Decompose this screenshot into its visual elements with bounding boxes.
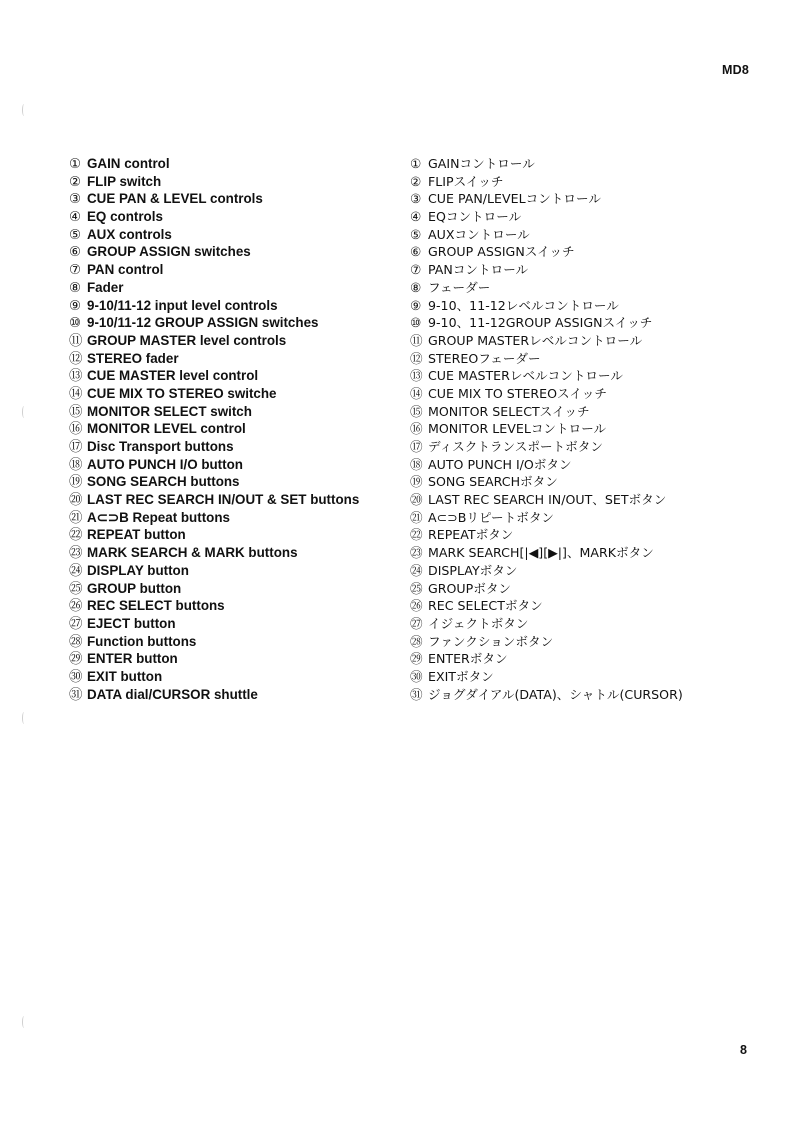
- list-item: [69, 350, 389, 368]
- item-label: CUE MIX TO STEREOスイッチ: [428, 385, 607, 401]
- item-number: ㉙: [410, 651, 423, 667]
- item-number: ⑯: [69, 422, 83, 438]
- list-item: [69, 686, 389, 704]
- item-label: GROUP ASSIGN switches: [87, 244, 251, 260]
- item-number: ⑥: [410, 244, 422, 260]
- list-item: [69, 243, 389, 261]
- item-number: ②: [410, 173, 422, 189]
- item-number: ⑰: [410, 439, 423, 454]
- list-item: [410, 332, 750, 350]
- list-item: [69, 456, 389, 474]
- item-number: ㉑: [69, 510, 83, 526]
- item-number: ⑧: [410, 279, 422, 295]
- item-label: GROUPボタン: [428, 580, 512, 596]
- item-number: ㉙: [69, 652, 83, 668]
- item-number: ㉓: [410, 545, 423, 561]
- item-label: Disc Transport buttons: [87, 439, 234, 454]
- item-label: CUE PAN/LEVELコントロール: [428, 191, 601, 207]
- item-label: MARK SEARCH[|◀][▶|]、MARKボタン: [428, 545, 654, 561]
- item-label: ジョグダイアル(DATA)、シャトル(CURSOR): [428, 686, 683, 702]
- item-number: ⑳: [410, 492, 423, 508]
- list-item: [410, 580, 750, 598]
- list-item: [69, 562, 389, 580]
- list-item: [69, 526, 389, 544]
- item-label: 9-10、11-12GROUP ASSIGNスイッチ: [428, 315, 653, 331]
- item-label: FLIPスイッチ: [428, 173, 504, 189]
- list-item: [410, 438, 750, 456]
- scan-artifact: [22, 1016, 26, 1028]
- item-label: SONG SEARCHボタン: [428, 474, 558, 490]
- item-number: ⑬: [410, 368, 423, 384]
- list-item: [410, 597, 750, 615]
- item-number: ㉘: [69, 634, 83, 650]
- item-number: ⑮: [69, 404, 83, 420]
- scan-artifact: [22, 712, 26, 724]
- item-number: ⑳: [69, 493, 83, 509]
- list-item: [410, 367, 750, 385]
- item-number: ⑱: [410, 456, 423, 472]
- list-item: [410, 403, 750, 421]
- item-label: ファンクションボタン: [428, 633, 554, 649]
- list-item: [410, 562, 750, 580]
- list-item: [69, 580, 389, 598]
- item-number: ④: [410, 209, 422, 225]
- list-item: [410, 633, 750, 651]
- item-label: フェーダー: [428, 279, 491, 295]
- item-number: ⑥: [69, 245, 82, 261]
- item-number: ㉗: [410, 615, 423, 631]
- item-number: ⑪: [69, 333, 83, 349]
- item-label: REPEATボタン: [428, 527, 514, 543]
- item-label: EXIT button: [87, 668, 163, 684]
- list-item: [410, 314, 750, 332]
- item-number: ②: [69, 174, 82, 190]
- page-number: 8: [740, 1043, 747, 1057]
- list-item: [69, 403, 389, 421]
- list-item: [69, 650, 389, 668]
- item-label: EXITボタン: [428, 668, 494, 684]
- item-number: ⑬: [69, 369, 83, 385]
- item-number: ④: [69, 210, 82, 226]
- item-number: ⑧: [69, 280, 82, 296]
- model-header: MD8: [722, 63, 749, 77]
- item-number: ⑮: [410, 403, 423, 419]
- item-number: ⑤: [69, 227, 82, 243]
- item-label: DATA dial/CURSOR shuttle: [87, 686, 258, 702]
- list-item: [69, 173, 389, 191]
- scan-artifact: [22, 406, 26, 418]
- list-item: [410, 686, 750, 704]
- list-item: [69, 544, 389, 562]
- item-label: GROUP ASSIGNスイッチ: [428, 244, 575, 260]
- item-label: CUE MASTERレベルコントロール: [428, 368, 623, 384]
- japanese-parts-list: [410, 155, 750, 703]
- list-item: [69, 473, 389, 491]
- item-number: ㉔: [410, 562, 423, 578]
- item-label: GROUP MASTER level controls: [87, 332, 287, 348]
- item-number: ㉘: [410, 633, 423, 649]
- item-label: AUTO PUNCH I/Oボタン: [428, 456, 572, 472]
- list-item: [410, 526, 750, 544]
- item-number: ㉚: [410, 668, 423, 684]
- list-item: [69, 491, 389, 509]
- list-item: [410, 190, 750, 208]
- item-number: ㉒: [69, 528, 83, 544]
- list-item: [69, 438, 389, 456]
- list-item: [410, 615, 750, 633]
- item-number: ㉛: [410, 686, 423, 702]
- item-number: ⑩: [410, 315, 422, 331]
- item-number: ⑦: [69, 263, 82, 279]
- item-number: ⑲: [410, 474, 423, 490]
- list-item: [410, 261, 750, 279]
- item-number: ⑨: [410, 297, 422, 313]
- item-label: REC SELECT buttons: [87, 598, 225, 614]
- list-item: [410, 385, 750, 403]
- list-item: [410, 173, 750, 191]
- list-item: [410, 208, 750, 226]
- item-number: ㉛: [69, 687, 83, 703]
- item-label: Fader: [87, 279, 124, 295]
- item-number: ①: [410, 156, 422, 171]
- item-label: LAST REC SEARCH IN/OUT & SET buttons: [87, 492, 360, 508]
- list-item: [410, 279, 750, 297]
- item-number: ⑱: [69, 457, 83, 473]
- list-item: [69, 332, 389, 350]
- item-label: EQコントロール: [428, 209, 522, 225]
- item-label: ENTERボタン: [428, 651, 508, 667]
- list-item: [69, 314, 389, 332]
- list-item: [69, 509, 389, 527]
- item-number: ㉗: [69, 616, 83, 632]
- item-label: GROUP MASTERレベルコントロール: [428, 332, 643, 348]
- item-number: ①: [69, 157, 82, 172]
- list-item: [410, 509, 750, 527]
- item-number: ㉖: [69, 599, 83, 615]
- item-label: LAST REC SEARCH IN/OUT、SETボタン: [428, 492, 667, 508]
- item-number: ⑦: [410, 262, 422, 278]
- item-label: AUTO PUNCH I/O button: [87, 456, 243, 472]
- item-label: A⊂⊃B Repeat buttons: [87, 509, 230, 525]
- item-number: ⑰: [69, 440, 83, 455]
- list-item: [410, 350, 750, 368]
- item-label: STEREO fader: [87, 350, 179, 366]
- item-number: ⑫: [410, 350, 423, 366]
- item-number: ⑯: [410, 421, 423, 437]
- item-number: ⑤: [410, 226, 422, 242]
- item-label: CUE MASTER level control: [87, 368, 259, 384]
- list-item: [69, 668, 389, 686]
- list-item: [69, 597, 389, 615]
- list-item: [410, 668, 750, 686]
- item-number: ㉑: [410, 509, 423, 525]
- item-label: 9-10/11-12 GROUP ASSIGN switches: [87, 315, 319, 331]
- item-number: ⑭: [410, 385, 423, 401]
- item-number: ㉔: [69, 563, 83, 579]
- item-number: ⑩: [69, 316, 82, 332]
- item-label: GROUP button: [87, 580, 182, 596]
- item-label: DISPLAY button: [87, 562, 189, 578]
- item-number: ㉓: [69, 546, 83, 562]
- item-number: ㉚: [69, 669, 83, 685]
- list-item: [69, 226, 389, 244]
- list-item: [69, 385, 389, 403]
- item-label: REC SELECTボタン: [428, 598, 543, 614]
- item-label: MONITOR SELECTスイッチ: [428, 403, 590, 419]
- item-number: ㉕: [69, 581, 83, 597]
- list-item: [410, 155, 750, 173]
- list-item: [69, 615, 389, 633]
- list-item: [410, 650, 750, 668]
- item-number: ㉒: [410, 527, 423, 543]
- list-item: [69, 155, 389, 173]
- item-label: 9-10/11-12 input level controls: [87, 297, 278, 313]
- list-item: [69, 279, 389, 297]
- item-label: イジェクトボタン: [428, 615, 529, 631]
- item-label: CUE MIX TO STEREO switche: [87, 385, 277, 401]
- list-item: [410, 226, 750, 244]
- list-item: [69, 208, 389, 226]
- list-item: [69, 297, 389, 315]
- scan-artifact: [22, 104, 26, 116]
- item-label: MONITOR LEVEL control: [87, 421, 246, 437]
- item-label: AUXコントロール: [428, 226, 530, 242]
- item-number: ⑲: [69, 475, 83, 491]
- item-number: ⑨: [69, 298, 82, 314]
- list-item: [69, 633, 389, 651]
- list-item: [69, 190, 389, 208]
- list-item: [410, 491, 750, 509]
- item-label: MARK SEARCH & MARK buttons: [87, 545, 298, 561]
- item-label: PAN control: [87, 262, 164, 278]
- list-item: [410, 473, 750, 491]
- item-label: CUE PAN & LEVEL controls: [87, 191, 263, 207]
- item-number: ③: [69, 192, 82, 208]
- item-number: ㉖: [410, 598, 423, 614]
- item-label: STEREOフェーダー: [428, 350, 541, 366]
- item-label: AUX controls: [87, 226, 172, 242]
- item-label: Function buttons: [87, 633, 197, 649]
- item-label: EJECT button: [87, 615, 176, 631]
- item-number: ③: [410, 191, 422, 207]
- item-number: ⑪: [410, 332, 423, 348]
- item-label: GAIN control: [87, 156, 170, 171]
- item-label: A⊂⊃Bリピートボタン: [428, 509, 555, 525]
- item-label: EQ controls: [87, 209, 163, 225]
- item-label: SONG SEARCH buttons: [87, 474, 240, 490]
- list-item: [410, 544, 750, 562]
- item-number: ⑭: [69, 386, 83, 402]
- item-label: GAINコントロール: [428, 156, 535, 171]
- item-number: ⑫: [69, 351, 83, 367]
- item-label: REPEAT button: [87, 527, 186, 543]
- item-label: 9-10、11-12レベルコントロール: [428, 297, 619, 313]
- list-item: [410, 456, 750, 474]
- item-label: MONITOR LEVELコントロール: [428, 421, 607, 437]
- item-label: PANコントロール: [428, 262, 529, 278]
- list-item: [410, 297, 750, 315]
- item-number: ㉕: [410, 580, 423, 596]
- item-label: ディスクトランスポートボタン: [428, 439, 603, 454]
- item-label: DISPLAYボタン: [428, 562, 518, 578]
- list-item: [410, 243, 750, 261]
- english-parts-list: [69, 155, 389, 703]
- list-item: [410, 420, 750, 438]
- item-label: FLIP switch: [87, 173, 162, 189]
- item-label: MONITOR SELECT switch: [87, 403, 252, 419]
- list-item: [69, 367, 389, 385]
- list-item: [69, 420, 389, 438]
- item-label: ENTER button: [87, 651, 178, 667]
- list-item: [69, 261, 389, 279]
